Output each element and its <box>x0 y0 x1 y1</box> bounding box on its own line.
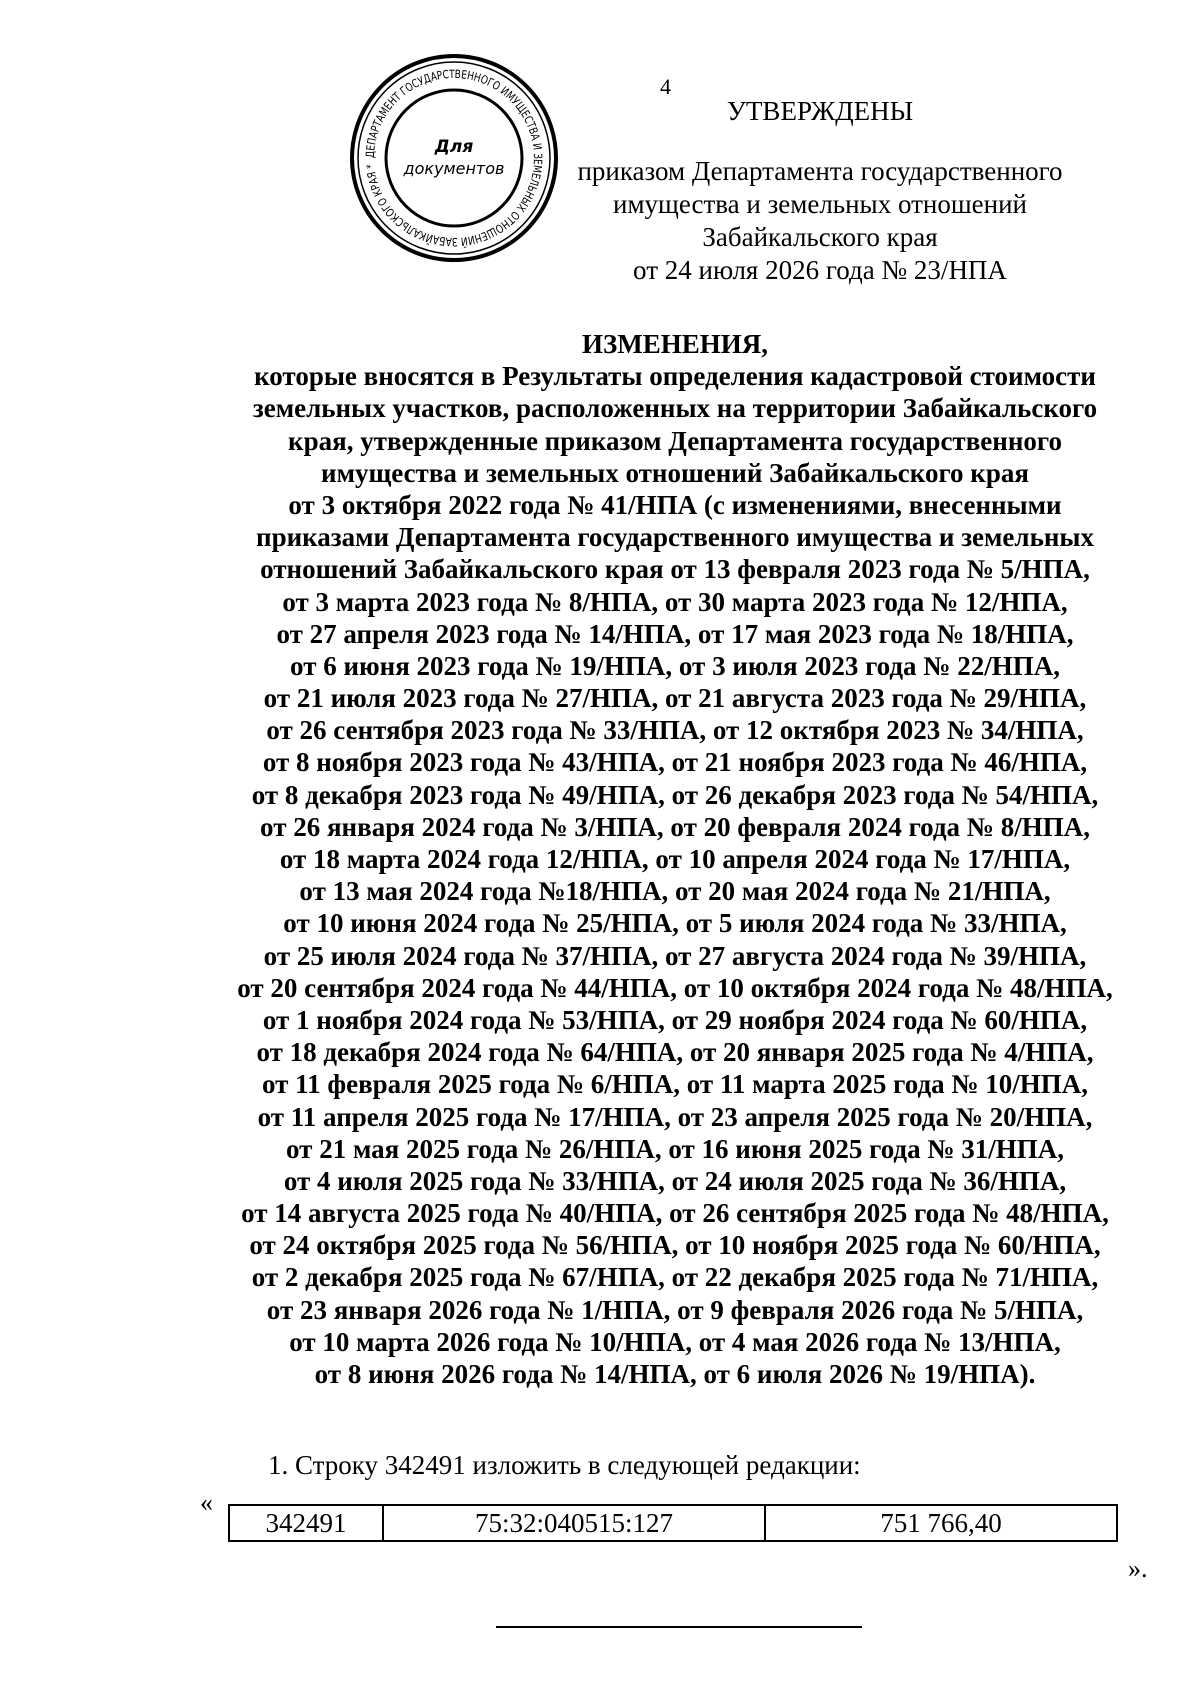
heading-line: от 8 ноября 2023 года № 43/НПА, от 21 ноября 2023 года № 46/НПА, <box>262 747 1088 778</box>
quote-open: « <box>200 1488 213 1517</box>
heading-line: от 24 октября 2025 года № 56/НПА, от 10 ноября 2025 года № 60/НПА, <box>249 1230 1101 1261</box>
heading-line: имущества и земельных отношений Забайкальского края <box>321 457 1029 488</box>
heading-line: от 11 февраля 2025 года № 6/НПА, от 11 марта 2025 года № 10/НПА, <box>261 1069 1088 1100</box>
closing-rule <box>496 1626 862 1628</box>
heading-line: от 2 декабря 2025 года № 67/НПА, от 22 декабря 2025 года № 71/НПА, <box>251 1262 1099 1293</box>
cadastral-number-cell: 75:32:040515:127 <box>383 1505 765 1541</box>
heading-line: от 21 июля 2023 года № 27/НПА, от 21 августа 2023 года № 29/НПА, <box>263 683 1087 714</box>
heading-line: земельных участков, расположенных на территории Забайкальского <box>252 393 1098 424</box>
heading-line: от 18 декабря 2024 года № 64/НПА, от 20 января 2025 года № 4/НПА, <box>256 1037 1094 1068</box>
approval-block <box>560 96 1080 287</box>
heading-line: от 26 сентября 2023 года № 33/НПА, от 12 октября 2023 № 34/НПА, <box>266 715 1084 746</box>
heading-title: ИЗМЕНЕНИЯ, <box>581 329 768 359</box>
approval-line: имущества и земельных отношений <box>613 189 1027 219</box>
heading-line: от 25 июля 2024 года № 37/НПА, от 27 августа 2024 года № 39/НПА, <box>263 940 1087 971</box>
heading-line: от 18 марта 2024 года 12/НПА, от 10 апреля 2024 года № 17/НПА, <box>279 844 1071 874</box>
heading-line: отношений Забайкальского края от 13 февраля 2023 года № 5/НПА, <box>260 554 1090 585</box>
approval-line: от 24 июля 2026 года № 23/НПА <box>633 255 1007 285</box>
quote-close: ». <box>1128 1554 1148 1583</box>
stamp-center-line2: документов <box>403 159 505 178</box>
heading-line: от 3 октября 2022 года № 41/НПА (с изменениями, внесенными <box>288 489 1062 520</box>
stamp-ring-text: ДЕПАРТАМЕНТ ГОСУДАРСТВЕННОГО ИМУЩЕСТВА И ЗЕМЕЛЬНЫХ ОТНОШЕНИЙ ЗАБАЙКАЛЬСКОГО КРАЯ * <box>362 66 546 250</box>
heading-line: от 1 ноября 2024 года № 53/НПА, от 29 ноября 2024 года № 60/НПА, <box>262 1004 1088 1035</box>
approval-line: Забайкальского края <box>702 222 938 252</box>
heading-line: от 10 июня 2024 года № 25/НПА, от 5 июля 2024 года № 33/НПА, <box>283 908 1067 939</box>
heading-line: которые вносятся в Результаты определения кадастровой стоимости <box>254 361 1096 392</box>
heading-line: от 4 июля 2025 года № 33/НПА, от 24 июля 2025 года № 36/НПА, <box>283 1165 1067 1196</box>
heading-line: от 26 января 2024 года № 3/НПА, от 20 февраля 2024 года № 8/НПА, <box>260 811 1090 842</box>
document-heading <box>200 328 1150 1390</box>
heading-line: от 21 мая 2025 года № 26/НПА, от 16 июня 2025 года № 31/НПА, <box>286 1133 1064 1164</box>
heading-line: от 10 марта 2026 года № 10/НПА, от 4 мая 2026 года № 13/НПА, <box>289 1326 1061 1357</box>
heading-line: от 13 мая 2024 года №18/НПА, от 20 мая 2024 года № 21/НПА, <box>299 876 1051 907</box>
heading-line: от 20 сентября 2024 года № 44/НПА, от 10 октября 2024 года № 48/НПА, <box>237 972 1113 1003</box>
heading-line: приказами Департамента государственного имущества и земельных <box>256 522 1094 553</box>
page-number: 4 <box>660 74 671 99</box>
heading-line: от 14 августа 2025 года № 40/НПА, от 26 сентября 2025 года № 48/НПА, <box>241 1198 1109 1229</box>
record-table <box>228 1504 1118 1542</box>
heading-line: от 23 января 2026 года № 1/НПА, от 9 февраля 2026 года № 5/НПА, <box>266 1294 1084 1325</box>
heading-line: от 8 июня 2026 года № 14/НПА, от 6 июля 2026 № 19/НПА). <box>314 1359 1036 1389</box>
official-stamp <box>348 52 560 264</box>
table-row <box>229 1505 1117 1541</box>
heading-line: от 8 декабря 2023 года № 49/НПА, от 26 декабря 2023 года № 54/НПА, <box>251 779 1099 810</box>
heading-line: от 6 июня 2023 года № 19/НПА, от 3 июля 2023 года № 22/НПА, <box>290 650 1060 681</box>
stamp-center-line1: Для <box>434 137 474 157</box>
stamp-outer-ring <box>352 56 556 260</box>
approval-title: УТВЕРЖДЕНЫ <box>726 96 914 126</box>
point-1: 1. Строку 342491 изложить в следующей редакции: <box>268 1450 861 1480</box>
stamp-inner-ring <box>386 90 522 226</box>
cadastral-value-cell: 751 766,40 <box>765 1505 1117 1541</box>
approval-line: приказом Департамента государственного <box>577 156 1063 186</box>
heading-line: края, утвержденные приказом Департамента государственного <box>288 425 1062 456</box>
record-number-cell: 342491 <box>229 1505 383 1541</box>
heading-line: от 11 апреля 2025 года № 17/НПА, от 23 апреля 2025 года № 20/НПА, <box>257 1101 1093 1132</box>
heading-line: от 3 марта 2023 года № 8/НПА, от 30 марта 2023 года № 12/НПА, <box>282 586 1068 617</box>
heading-line: от 27 апреля 2023 года № 14/НПА, от 17 мая 2023 года № 18/НПА, <box>276 618 1074 649</box>
